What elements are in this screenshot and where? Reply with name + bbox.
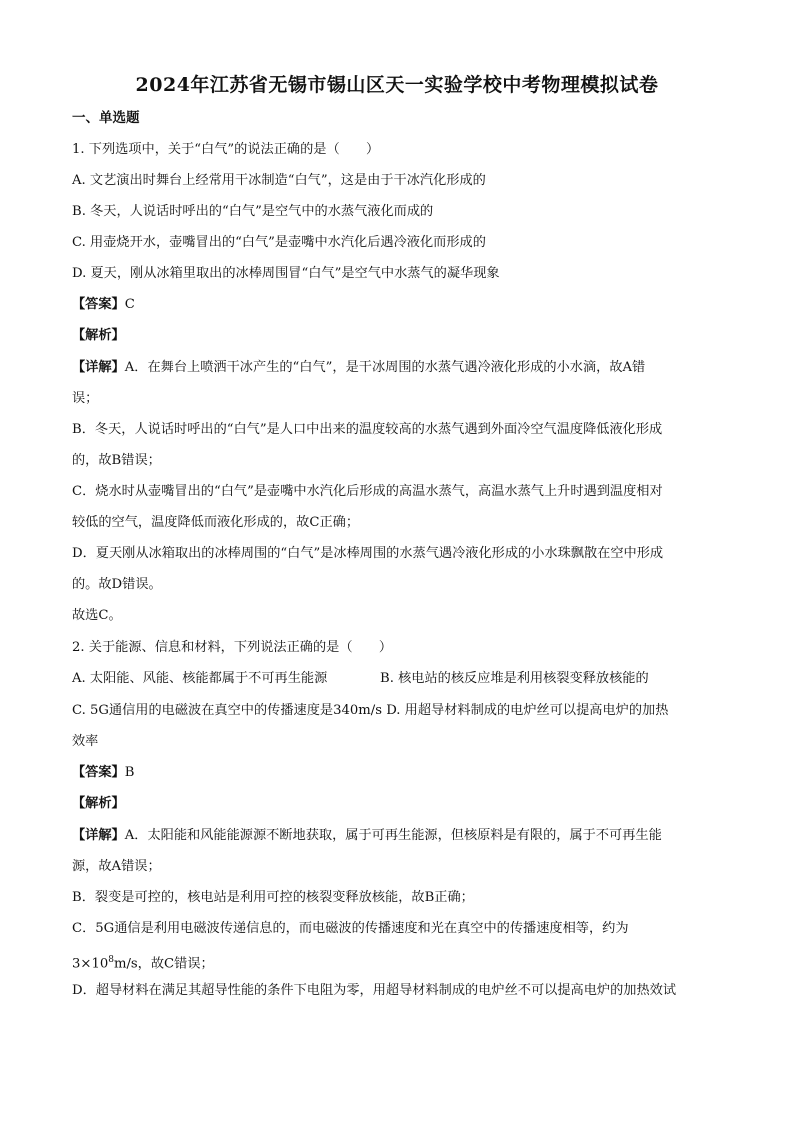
q1-detail-line — [72, 359, 645, 377]
q2-answer — [72, 764, 134, 782]
q1-detail-line: C．烧水时从壶嘴冒出的“白气”是壶嘴中水汽化后形成的高温水蒸气，高温水蒸气上升时遇到温度相对 — [72, 484, 663, 499]
q1-detail-tag: 【详解】 — [72, 360, 125, 375]
q2-options-cd-cont: 效率 — [72, 734, 99, 749]
q1-analysis-tag: 【解析】 — [72, 328, 125, 343]
q1-conclusion: 故选C。 — [72, 608, 122, 623]
q2-analysis-tag: 【解析】 — [72, 796, 125, 811]
q1-option-d: D. 夏天，刚从冰箱里取出的冰棒周围冒“白气”是空气中水蒸气的凝华现象 — [72, 266, 500, 281]
q2-speed-base: 3×10 — [72, 956, 109, 972]
q2-options-ab: A. 太阳能、风能、核能都属于不可再生能源 B. 核电站的核反应堆是利用核裂变释放核能的 — [72, 671, 649, 686]
q2-detail-line: C．5G通信是利用电磁波传递信息的，而电磁波的传播速度和光在真空中的传播速度相等，约为 — [72, 921, 629, 936]
q2-detail-tag: 【详解】 — [72, 828, 125, 843]
page-title: 2024年江苏省无锡市锡山区天一实验学校中考物理模拟试卷 — [135, 74, 659, 96]
q2-speed-exponent: 8 — [108, 955, 114, 965]
q1-detail-line: 较低的空气，温度降低而液化形成的，故C正确； — [72, 515, 360, 530]
q2-stem: 2. 关于能源、信息和材料，下列说法正确的是（ ） — [72, 640, 393, 655]
q2-detail-line: D．超导材料在满足其超导性能的条件下电阻为零，用超导材料制成的电炉丝不可以提高电炉的加热效试 — [72, 983, 677, 998]
q2-detail-text: A．太阳能和风能能源源不断地获取，属于可再生能源，但核原料是有限的，属于不可再生能 — [124, 828, 662, 843]
q1-detail-line: D．夏天刚从冰箱取出的冰棒周围的“白气”是冰棒周围的水蒸气遇冷液化形成的小水珠飘散在空中形成 — [72, 546, 664, 561]
q1-answer — [72, 296, 135, 314]
q2-detail-line: B．裂变是可控的，核电站是利用可控的核裂变释放核能，故B正确； — [72, 890, 474, 905]
q2-detail-line — [72, 951, 214, 973]
q2-detail-line: 源，故A错误； — [72, 859, 161, 874]
q1-option-b: B. 冬天，人说话时呼出的“白气”是空气中的水蒸气液化而成的 — [72, 204, 434, 219]
q1-answer-value: C — [124, 297, 135, 312]
q2-speed-rest: m/s，故C错误； — [113, 956, 214, 972]
section-heading: 一、单选题 — [72, 110, 140, 126]
q1-stem: 1. 下列选项中，关于“白气”的说法正确的是（ ） — [72, 142, 380, 157]
q1-detail-line: 误； — [72, 391, 99, 406]
q2-detail-line — [72, 827, 662, 845]
q2-answer-value: B — [124, 765, 135, 780]
q1-answer-tag: 【答案】 — [72, 297, 125, 312]
q2-answer-tag: 【答案】 — [72, 765, 125, 780]
q1-detail-line: 的，故B错误； — [72, 453, 161, 468]
q1-option-c: C. 用壶烧开水，壶嘴冒出的“白气”是壶嘴中水汽化后遇冷液化而形成的 — [72, 235, 486, 250]
q1-option-a: A. 文艺演出时舞台上经常用干冰制造“白气”，这是由于干冰汽化形成的 — [72, 173, 486, 188]
q1-detail-line: B．冬天，人说话时呼出的“白气”是人口中出来的温度较高的水蒸气遇到外面冷空气温度降低液化形成 — [72, 422, 663, 437]
q1-detail-line: 的。故D错误。 — [72, 577, 162, 592]
q2-options-cd: C. 5G通信用的电磁波在真空中的传播速度是340m/s D. 用超导材料制成的电炉丝可以提高电炉的加热 — [72, 703, 669, 718]
q1-detail-text: A．在舞台上喷洒干冰产生的“白气”，是干冰周围的水蒸气遇冷液化形成的小水滴，故A错 — [124, 360, 646, 375]
